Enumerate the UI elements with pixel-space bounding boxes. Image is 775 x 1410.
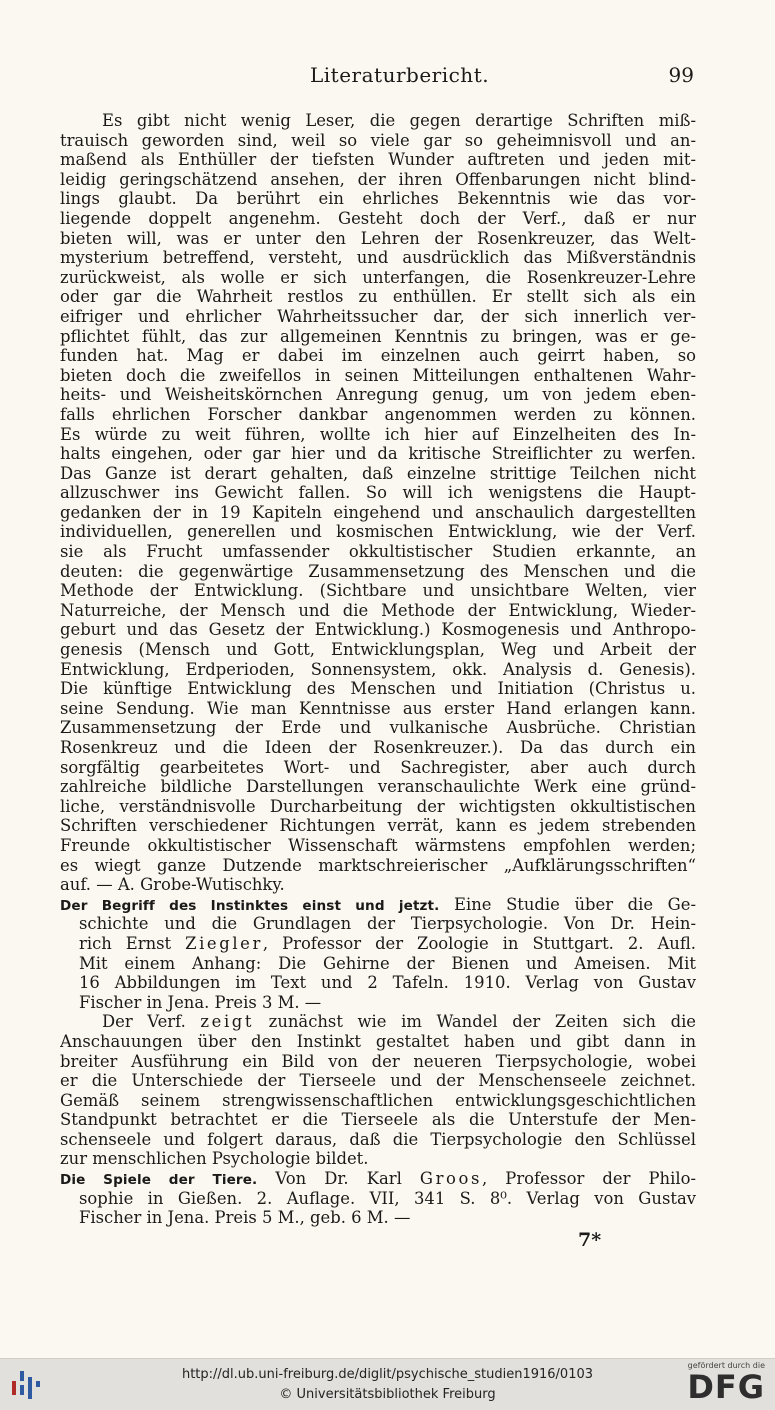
- text-line: Gemäß seinem strengwissenschaftlichen entwicklungsgeschichtlichen: [60, 1090, 696, 1110]
- running-head-title: Literaturbericht.: [310, 63, 490, 87]
- review-heading-line: [60, 895, 696, 915]
- text-line: breiter Ausführung ein Bild von der neueren Tierpsychologie, wobei: [60, 1051, 696, 1071]
- text-line: Es würde zu weit führen, wollte ich hier auf Einzelheiten des In-: [60, 424, 696, 444]
- body-text: [60, 111, 696, 1228]
- text-line: zur menschlichen Psychologie bildet.: [60, 1149, 369, 1169]
- text-line: trauisch geworden sind, weil so viele gar so geheimnisvoll und an-: [60, 130, 696, 150]
- text-line: bieten will, was er unter den Lehren der Rosenkreuzer, das Welt-: [60, 228, 696, 248]
- text-line: Fischer in Jena. Preis 3 M. —: [79, 992, 322, 1012]
- text-line: Schriften verschiedener Richtungen verrät, kann es jedem strebenden: [60, 816, 696, 836]
- emphasis-spaced: zeigt: [200, 1012, 255, 1032]
- text-line: Entwicklung, Erdperioden, Sonnensystem, okk. Analysis d. Genesis).: [60, 659, 696, 679]
- text-line: sophie in Gießen. 2. Auflage. VII, 341 S. 8⁰. Verlag von Gustav: [79, 1188, 696, 1208]
- text-line: halts eingehen, oder gar hier und da kritische Streiflichter zu werfen.: [60, 444, 696, 464]
- text-span: zunächst wie im Wandel der Zeiten sich die: [254, 1012, 696, 1032]
- text-line: [60, 1012, 696, 1032]
- text-line: Naturreiche, der Mensch und die Methode der Entwicklung, Wieder-: [60, 600, 696, 620]
- text-line: Anschauungen über den Instinkt gestaltet haben und gibt dann in: [60, 1031, 696, 1051]
- author-name-spaced: Ziegler: [185, 933, 263, 953]
- text-line: eifriger und ehrlicher Wahrheitssucher dar, der sich innerlich ver-: [60, 306, 696, 326]
- text-line: Mit einem Anhang: Die Gehirne der Bienen und Ameisen. Mit: [79, 953, 696, 973]
- text-line: geburt und das Gesetz der Entwicklung.) Kosmogenesis und Anthropo-: [60, 620, 696, 640]
- text-line: falls ehrlichen Forscher dankbar angenommen werden zu können.: [60, 404, 696, 424]
- text-line: Fischer in Jena. Preis 5 M., geb. 6 M. —: [79, 1208, 411, 1228]
- text-line: leidig geringschätzend ansehen, der ihren Offenbarungen nicht blind-: [60, 169, 696, 189]
- text-span: rich Ernst: [79, 933, 186, 953]
- text-line: Das Ganze ist derart gehalten, daß einzelne strittige Teilchen nicht: [60, 463, 696, 483]
- text-line: individuellen, generellen und kosmischen Entwicklung, wie der Verf.: [60, 522, 696, 542]
- text-line: er die Unterschiede der Tierseele und der Menschenseele zeichnet.: [60, 1071, 696, 1091]
- text-line: sie als Frucht umfassender okkultistischer Studien erkannte, an: [60, 542, 696, 562]
- text-line: zurückweist, als wolle er sich unterfangen, die Rosenkreuzer-Lehre: [60, 267, 696, 287]
- text-line: sorgfältig gearbeitetes Wort- und Sachregister, aber auch durch: [60, 757, 696, 777]
- review-title: Der Begriff des Instinktes einst und jetzt.: [60, 897, 440, 914]
- text-line: genesis (Mensch und Gott, Entwicklungsplan, Weg und Arbeit der: [60, 640, 696, 660]
- text-line: schenseele und folgert daraus, daß die Tierpsychologie den Schlüssel: [60, 1129, 696, 1149]
- text-line: 16 Abbildungen im Text und 2 Tafeln. 1910. Verlag von Gustav: [79, 973, 696, 993]
- text-line: Methode der Entwicklung. (Sichtbare und unsichtbare Welten, vier: [60, 581, 696, 601]
- text-line: funden hat. Mag er dabei im einzelnen auch geirrt haben, so: [60, 346, 696, 366]
- footer-url[interactable]: http://dl.ub.uni-freiburg.de/diglit/psychische_studien1916/0103: [181, 1367, 594, 1382]
- text-line: heits- und Weisheitskörnchen Anregung genug, um von jedem eben-: [60, 385, 696, 405]
- footer-copyright: © Universitätsbibliothek Freiburg: [279, 1387, 496, 1402]
- text-line: bieten doch die zweifellos in seinen Mitteilungen enthaltenen Wahr-: [60, 365, 696, 385]
- text-line: deuten: die gegenwärtige Zusammensetzung des Menschen und die: [60, 561, 696, 581]
- text-line: gedanken der in 19 Kapiteln eingehend und anschaulich dargestellten: [60, 502, 696, 522]
- footer-bar: [0, 1358, 775, 1410]
- text-line: lings glaubt. Da berührt ein ehrliches Bekenntnis wie das vor-: [60, 189, 696, 209]
- signature-mark: 7*: [578, 1229, 602, 1251]
- text-line: allzuschwer ins Gewicht fallen. So will ich wenigstens die Haupt-: [60, 483, 696, 503]
- text-span: Der Verf.: [102, 1012, 201, 1032]
- text-line: oder gar die Wahrheit restlos zu enthüllen. Er stellt sich als ein: [60, 287, 696, 307]
- text-line: schichte und die Grundlagen der Tierpsychologie. Von Dr. Hein-: [79, 914, 696, 934]
- text-line: liegende doppelt angenehm. Gesteht doch der Verf., daß er nur: [60, 208, 696, 228]
- dfg-tagline: gefördert durch die: [687, 1361, 765, 1370]
- text-line: mysterium betreffend, versteht, und ausdrücklich das Mißverständnis: [60, 248, 696, 268]
- text-line: Freunde okkultistischer Wissenschaft wärmstens empfohlen werden;: [60, 835, 696, 855]
- text-line: Zusammensetzung der Erde und vulkanische Ausbrüche. Christian: [60, 718, 696, 738]
- review-title: Die Spiele der Tiere.: [60, 1172, 258, 1189]
- review-author-line: auf. — A. Grobe-Wutischky.: [60, 875, 285, 895]
- text-span: , Professor der Philo-: [481, 1169, 696, 1189]
- text-line: zahlreiche bildliche Darstellungen veranschaulichte Werk eine gründ-: [60, 777, 696, 797]
- text-line: Standpunkt betrachtet er die Tierseele als die Unterstufe der Men-: [60, 1110, 696, 1130]
- author-name-spaced: Groos: [419, 1169, 482, 1189]
- dfg-logo: [687, 1361, 765, 1407]
- text-line: liche, verständnisvolle Durcharbeitung der wichtigsten okkultistischen: [60, 796, 696, 816]
- text-line: maßend als Enthüller der tiefsten Wunder auftreten und jeden mit-: [60, 150, 696, 170]
- text-line: seine Sendung. Wie man Kenntnisse aus erster Hand erlangen kann.: [60, 698, 696, 718]
- text-line: pflichtet fühlt, das zur allgemeinen Kenntnis zu bringen, was er ge-: [60, 326, 696, 346]
- text-line: es wiegt ganze Dutzende marktschreierischer „Aufklärungsschriften“: [60, 855, 696, 875]
- page-number: 99: [668, 63, 694, 87]
- running-head: [60, 63, 696, 91]
- text-line: Die künftige Entwicklung des Menschen und Initiation (Christus u.: [60, 679, 696, 699]
- text-span: , Professor der Zoologie in Stuttgart. 2. Aufl.: [262, 933, 696, 953]
- review-heading-line: [60, 1169, 696, 1189]
- dfg-wordmark: DFG: [687, 1368, 765, 1406]
- text-line: [60, 934, 696, 954]
- text-line: Es gibt nicht wenig Leser, die gegen derartige Schriften miß-: [102, 111, 696, 130]
- text-span: Von Dr. Karl: [257, 1169, 420, 1189]
- text-line: Rosenkreuz und die Ideen der Rosenkreuzer.). Da das durch ein: [60, 738, 696, 757]
- text-span: Eine Studie über die Ge-: [439, 894, 696, 914]
